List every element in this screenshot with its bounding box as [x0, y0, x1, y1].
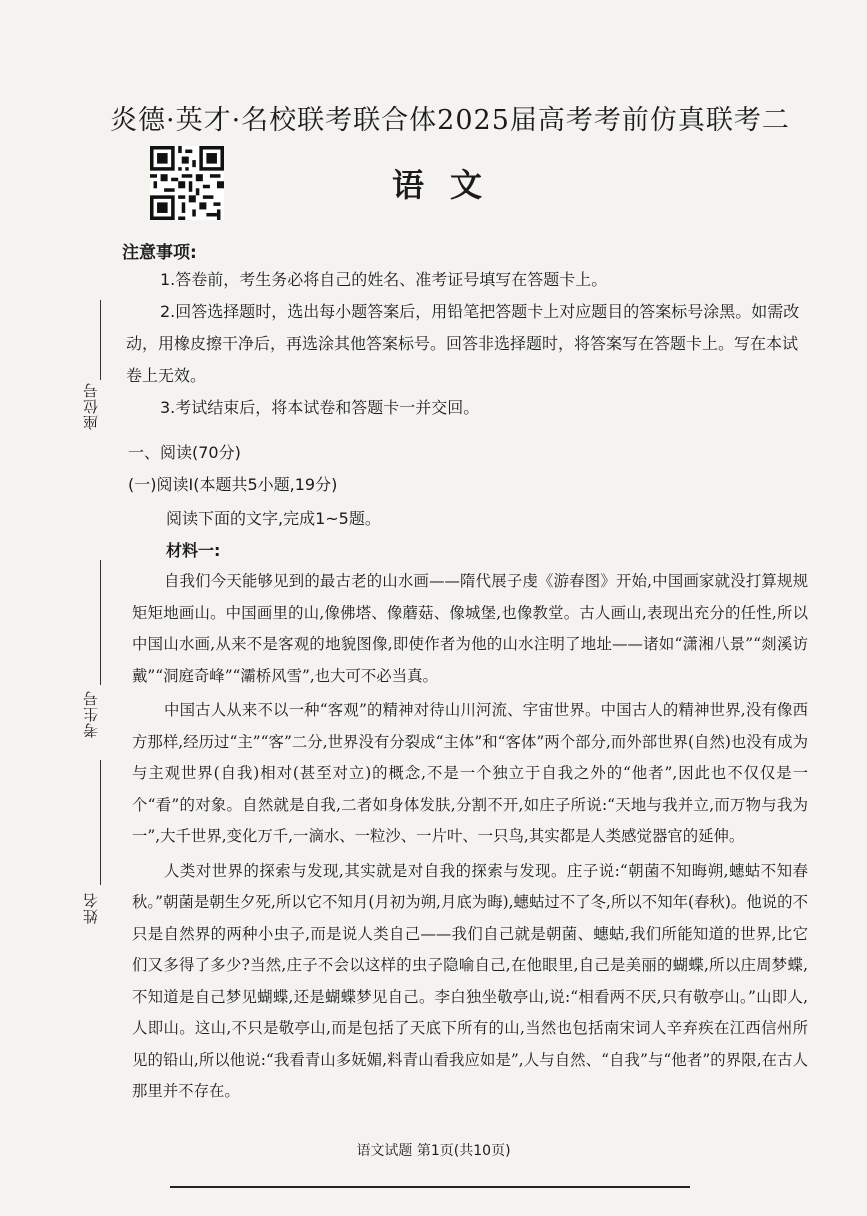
reading-passage [132, 566, 808, 1111]
section-heading: 一、阅读(70分) [128, 443, 241, 462]
qr-code-icon [150, 146, 224, 220]
notice-item: 3.考试结束后，将本试卷和答题卡一并交回。 [160, 398, 480, 417]
name-label: 姓名 [82, 892, 100, 924]
subsection-heading: (一)阅读Ⅰ(本题共5小题,19分) [128, 475, 338, 494]
notice-list [126, 264, 804, 424]
material-label: 材料一: [166, 541, 221, 560]
subject-title: 语文 [391, 166, 508, 204]
exam-title: 炎德·英才·名校联考联合体2025届高考考前仿真联考二 [110, 105, 790, 136]
page-footer: 语文试题 第1页(共10页) [356, 1143, 511, 1159]
name-line [100, 760, 101, 885]
notice-item: 1.答卷前，考生务必将自己的姓名、准考证号填写在答题卡上。 [160, 270, 608, 289]
bottom-rule [170, 1186, 690, 1188]
seat-line [100, 300, 101, 380]
instruction: 阅读下面的文字,完成1~5题。 [166, 509, 381, 528]
notice-item: 2.回答选择题时，选出每小题答案后，用铅笔把答题卡上对应题目的答案标号涂黑。如需改动，用橡皮擦干净后，再选涂其他答案标号。回答非选择题时，将答案写在答题卡上。写在本试卷上无效。 [126, 302, 800, 385]
seat-number-label: 座位号 [82, 382, 100, 430]
exam-number-label: 考生号 [82, 690, 100, 738]
passage-paragraph: 自我们今天能够见到的最古老的山水画——隋代展子虔《游春图》开始,中国画家就没打算规规矩矩地画山。中国画里的山,像佛塔、像蘑菇、像城堡,也像教堂。古人画山,表现出充分的任性,所以中国山水画,从来不是客观的地貌图像,即使作者为他的山水注明了地址——诸如“潇湘八景”“剡溪访戴”“洞庭奇峰”“灞桥风雪”,也大可不必当真。 [132, 572, 808, 685]
passage-paragraph: 中国古人从来不以一种“客观”的精神对待山川河流、宇宙世界。中国古人的精神世界,没有像西方那样,经历过“主”“客”二分,世界没有分裂成“主体”和“客体”两个部分,而外部世界(自然)也没有成为与主观世界(自我)相对(甚至对立)的概念,不是一个独立于自我之外的“他者”,因此也不仅仅是一个“看”的对象。自然就是自我,二者如身体发肤,分割不开,如庄子所说:“天地与我并立,而万物与我为一”,大千世界,变化万千,一滴水、一粒沙、一片叶、一只鸟,其实都是人类感觉器官的延伸。 [132, 701, 808, 845]
notice-heading: 注意事项: [122, 243, 197, 263]
exam-number-line [100, 560, 101, 685]
passage-paragraph: 人类对世界的探索与发现,其实就是对自我的探索与发现。庄子说:“朝菌不知晦朔,蟪蛄不知春秋。”朝菌是朝生夕死,所以它不知月(月初为朔,月底为晦),蟪蛄过不了冬,所以不知年(春秋)。他说的不只是自然界的两种小虫子,而是说人类自己——我们自己就是朝菌、蟪蛄,我们所能知道的世界,比它们又多得了多少?当然,庄子不会以这样的虫子隐喻自己,在他眼里,自己是美丽的蝴蝶,所以庄周梦蝶,不知道是自己梦见蝴蝶,还是蝴蝶梦见自己。李白独坐敬亭山,说:“相看两不厌,只有敬亭山。”山即人,人即山。这山,不只是敬亭山,而是包括了天底下所有的山,当然也包括南宋词人辛弃疾在江西信州所见的铅山,所以他说:“我看青山多妩媚,料青山看我应如是”,人与自然、“自我”与“他者”的界限,在古人那里并不存在。 [132, 861, 808, 1100]
